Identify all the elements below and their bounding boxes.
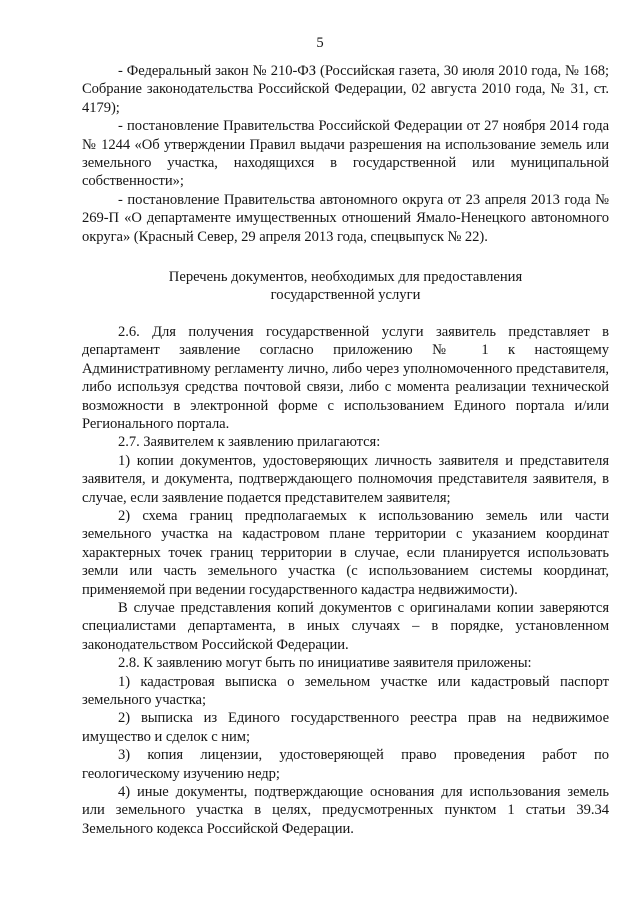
section-heading: Перечень документов, необходимых для предоставления государственной услуги [168, 269, 523, 304]
list-item: 1) копии документов, удостоверяющих личность заявителя и представителя заявителя, и документа, подтверждающего полномочия представителя заявителя, в случае, если заявление подается представителем заявителя; [82, 452, 609, 506]
list-item: 1) кадастровая выписка о земельном участке или кадастровый паспорт земельного участка; [82, 673, 609, 708]
paragraph-2-8: 2.8. К заявлению могут быть по инициативе заявителя приложены: [118, 655, 532, 672]
paragraph-2-6: 2.6. Для получения государственной услуги заявитель представляет в департамент заявление согласно приложению № 1 к настоящему Административному регламенту лично, либо через уполномоченного представителя, либо используя средства почтовой связи, либо с момента реализации технической возможности в электронной форме с использованием Единого портала и/или Регионального портала. [82, 323, 609, 432]
certification-paragraph: В случае представления копий документов с оригиналами копии заверяются специалистами департамента, в иных случаях – в порядке, установленном законодательством Российской Федерации. [82, 599, 609, 653]
legal-source-item: - постановление Правительства автономного округа от 23 апреля 2013 года № 269-П «О департаменте имущественных отношений Ямало-Ненецкого автономного округа» (Красный Север, 29 апреля 2013 года, спецвыпуск № 22). [82, 191, 609, 245]
paragraph-2-7: 2.7. Заявителем к заявлению прилагаются: [118, 434, 381, 451]
list-item: 4) иные документы, подтверждающие основания для использования земель или земельного участка в целях, предусмотренных пунктом 1 статьи 39.34 Земельного кодекса Российской Федерации. [82, 784, 609, 837]
list-item: 2) выписка из Единого государственного реестра прав на недвижимое имущество и сделок с ним; [82, 710, 609, 745]
list-item: 2) схема границ предполагаемых к использованию земель или части земельного участка на кадастровом плане территории с указанием координат характерных точек границ территории в случае, если планируется использовать земли или часть земельного участка (с использованием системы координат, применяемой при ведении государственного кадастра недвижимости). [82, 507, 609, 598]
legal-source-item: - Федеральный закон № 210-ФЗ (Российская газета, 30 июля 2010 года, № 168; Собрание законодательства Российской Федерации, 02 августа 2010 года, № 31, ст. 4179); [82, 63, 609, 116]
legal-source-item: - постановление Правительства Российской Федерации от 27 ноября 2014 года № 1244 «Об утверждении Правил выдачи разрешения на использование земель или земельного участка, находящихся в государственной или муниципальной собственности»; [82, 118, 609, 190]
document-body [82, 62, 609, 838]
list-item: 3) копия лицензии, удостоверяющей право проведения работ по геологическому изучению недр; [82, 747, 609, 782]
page-number: 5 [316, 35, 324, 51]
